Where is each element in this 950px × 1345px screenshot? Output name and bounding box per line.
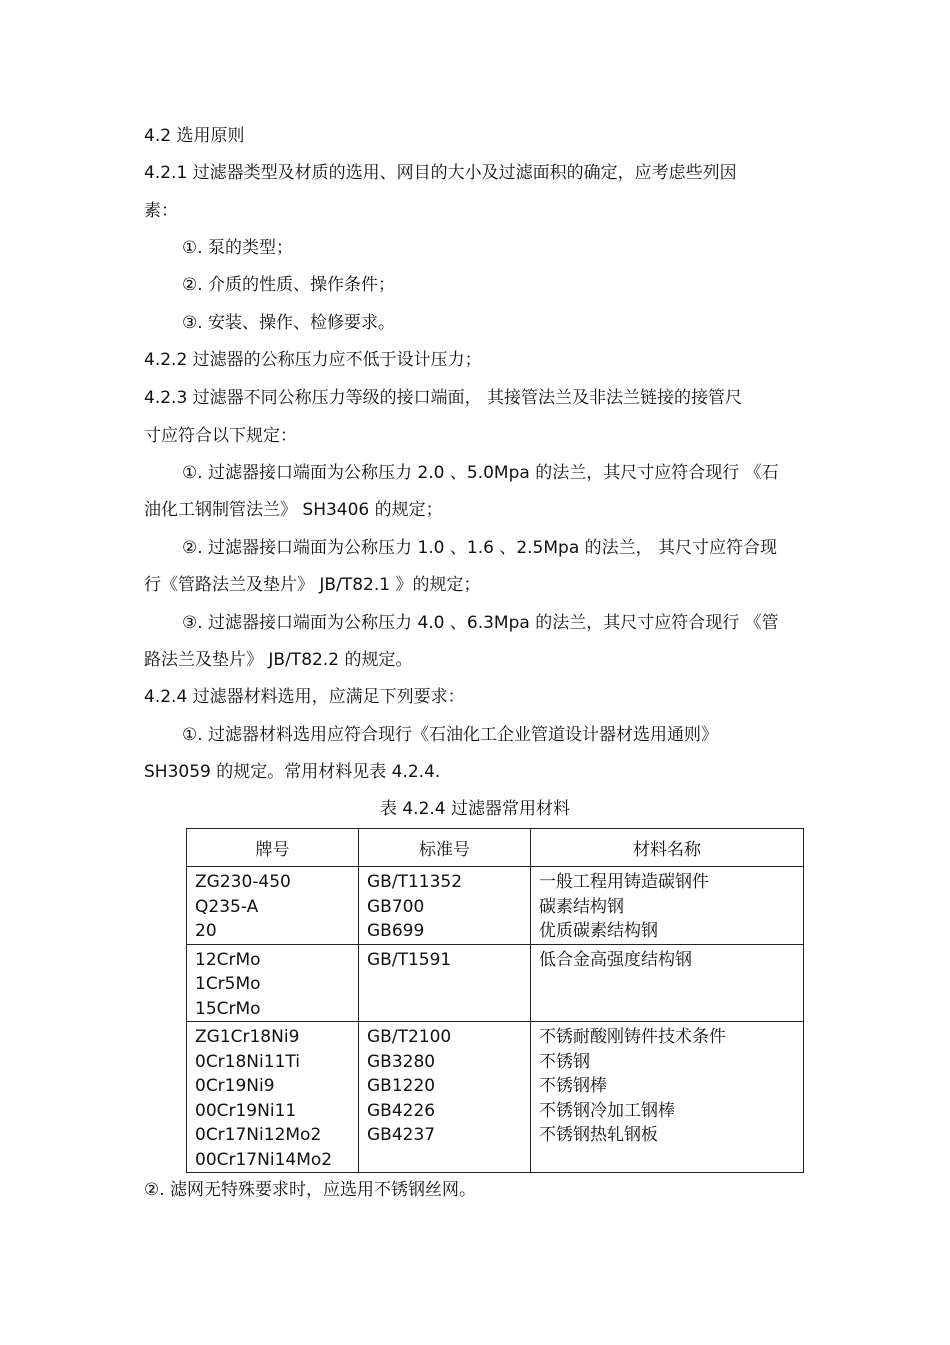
cell-line: 0Cr18Ni11Ti <box>195 1051 300 1072</box>
list-item-cont: SH3059 的规定。常用材料见表 4.2.4. <box>144 762 441 782</box>
cell-line: GB700 <box>367 896 425 917</box>
list-item: ①. 泵的类型； <box>182 238 294 258</box>
list-item: ③. 过滤器接口端面为公称压力 4.0 、6.3Mpa 的法兰，其尺寸应符合现行 《管 <box>182 613 779 633</box>
clause-4-2-1-cont: 素： <box>144 201 178 221</box>
clause-4-2-1: 4.2.1 过滤器类型及材质的选用、网目的大小及过滤面积的确定，应考虑些列因 <box>144 163 737 183</box>
cell-line: GB/T2100 <box>367 1027 452 1047</box>
header-standard: 标准号 <box>359 829 531 867</box>
cell-line: 12CrMo <box>195 949 261 970</box>
cell-material-name <box>531 944 804 1022</box>
cell-line: 不锈钢 <box>539 1051 590 1072</box>
table-caption: 表 4.2.4 过滤器常用材料 <box>379 799 571 819</box>
table-row <box>187 1022 804 1173</box>
cell-line: 碳素结构钢 <box>539 896 624 917</box>
cell-line: 0Cr19Ni9 <box>195 1076 275 1096</box>
list-item-cont: 路法兰及垫片》 JB/T82.2 的规定。 <box>144 650 413 670</box>
cell-grade <box>187 867 359 945</box>
list-item: ①. 过滤器接口端面为公称压力 2.0 、5.0Mpa 的法兰，其尺寸应符合现行 《石 <box>182 463 779 483</box>
cell-line: 优质碳素结构钢 <box>539 921 658 941</box>
list-item: ②. 介质的性质、操作条件； <box>182 275 396 295</box>
section-heading-4-2: 4.2 选用原则 <box>144 126 245 146</box>
cell-line: 00Cr17Ni14Mo2 <box>195 1149 333 1170</box>
header-material-name: 材料名称 <box>531 829 804 867</box>
cell-line: GB1220 <box>367 1076 436 1096</box>
list-item: ①. 过滤器材料选用应符合现行《石油化工企业管道设计器材选用通则》 <box>182 725 719 745</box>
cell-line: 低合金高强度结构钢 <box>539 949 692 970</box>
list-item: ②. 过滤器接口端面为公称压力 1.0 、1.6 、2.5Mpa 的法兰， 其尺寸应符合现 <box>182 538 778 558</box>
clause-4-2-4: 4.2.4 过滤器材料选用，应满足下列要求： <box>144 687 465 707</box>
materials-table <box>186 828 804 1173</box>
cell-line: 20 <box>195 921 217 941</box>
cell-standard <box>359 867 531 945</box>
cell-line: GB3280 <box>367 1051 436 1072</box>
cell-line: Q235-A <box>195 896 259 917</box>
cell-line: GB699 <box>367 921 425 941</box>
cell-line: ZG230-450 <box>195 872 291 892</box>
cell-line: GB/T11352 <box>367 872 463 892</box>
cell-material-name <box>531 1022 804 1173</box>
cell-line: 1Cr5Mo <box>195 974 261 994</box>
table-header-row <box>187 829 804 867</box>
cell-line: GB4226 <box>367 1100 436 1121</box>
cell-standard <box>359 1022 531 1173</box>
list-item-cont: 行《管路法兰及垫片》 JB/T82.1 》的规定； <box>144 575 481 595</box>
cell-grade <box>187 944 359 1022</box>
table-row <box>187 944 804 1022</box>
cell-line: GB4237 <box>367 1125 436 1145</box>
cell-line: GB/T1591 <box>367 949 452 970</box>
list-item: ③. 安装、操作、检修要求。 <box>182 313 396 333</box>
cell-grade <box>187 1022 359 1173</box>
cell-line: 一般工程用铸造碳钢件 <box>539 872 709 892</box>
cell-line: 不锈钢冷加工钢棒 <box>539 1100 675 1121</box>
list-item-after-table: ②. 滤网无特殊要求时，应选用不锈钢丝网。 <box>144 1180 477 1200</box>
clause-4-2-2: 4.2.2 过滤器的公称压力应不低于设计压力； <box>144 350 482 370</box>
cell-line: 15CrMo <box>195 998 261 1019</box>
clause-4-2-3: 4.2.3 过滤器不同公称压力等级的接口端面， 其接管法兰及非法兰链接的接管尺 <box>144 388 743 408</box>
cell-material-name <box>531 867 804 945</box>
table-row <box>187 867 804 945</box>
cell-line: 不锈钢热轧钢板 <box>539 1125 658 1145</box>
cell-standard <box>359 944 531 1022</box>
clause-4-2-3-cont: 寸应符合以下规定： <box>144 426 297 446</box>
cell-line: 不锈耐酸刚铸件技术条件 <box>539 1027 726 1047</box>
header-grade: 牌号 <box>187 829 359 867</box>
list-item-cont: 油化工钢制管法兰》 SH3406 的规定； <box>144 500 443 520</box>
cell-line: 0Cr17Ni12Mo2 <box>195 1125 322 1145</box>
cell-line: 00Cr19Ni11 <box>195 1100 297 1121</box>
cell-line: 不锈钢棒 <box>539 1076 607 1096</box>
cell-line: ZG1Cr18Ni9 <box>195 1027 300 1047</box>
